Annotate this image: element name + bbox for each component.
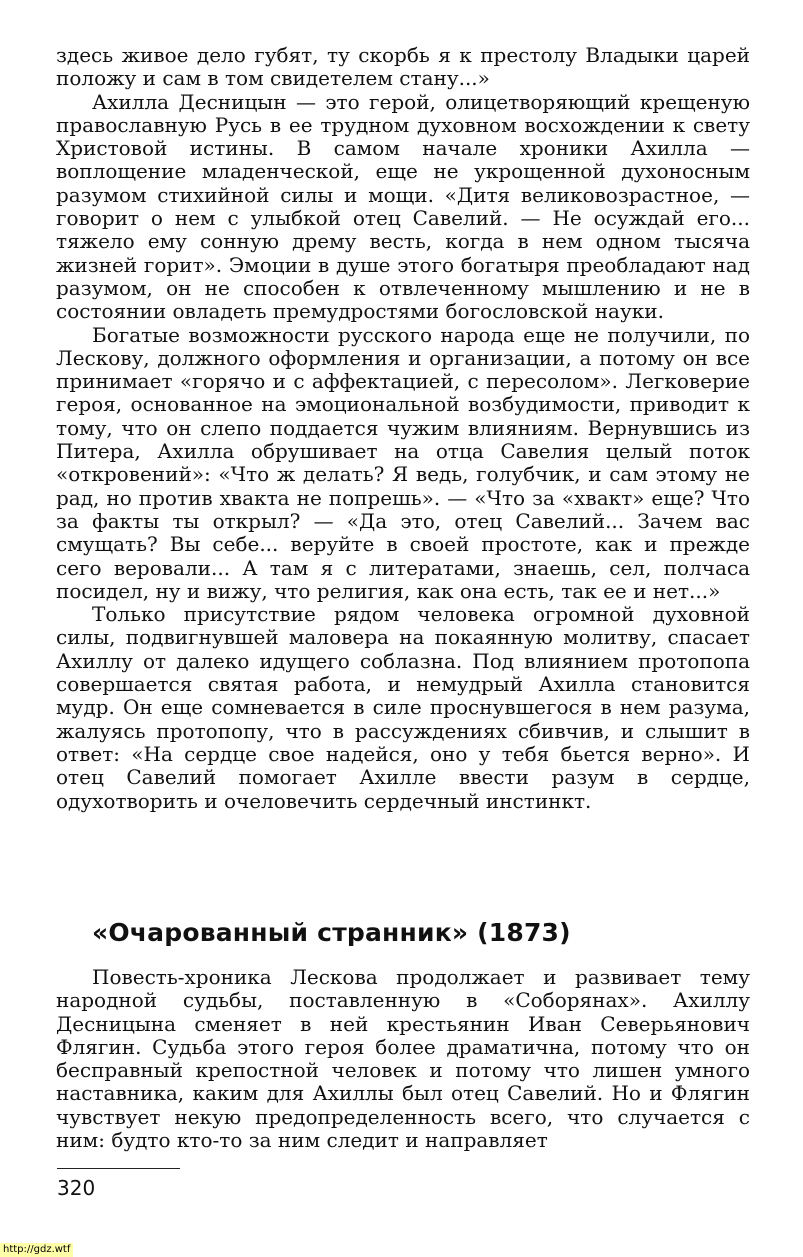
paragraph-spiritual-force: Только присутствие рядом человека огромной духовной силы, подвигнувшей маловера на покаянную молитву, спасает Ахиллу от далеко идущего соблазна. Под влиянием протопопа совершается святая работа, и немудрый Ахилла становится мудр. Он еще сомневается в силе проснувшегося в нем разума, жалуясь протопопу, что в рассуждениях сбивчив, и слышит в ответ: «На сердце свое надейся, оно у тебя бьется верно». И отец Савелий помогает Ахилле ввести разум в сердце, одухотворить и очеловечить сердечный инстинкт. [56,602,750,813]
main-text-after-heading [56,966,750,1152]
page-number: 320 [57,1176,96,1200]
footnote-divider [57,1168,180,1169]
paragraph-people-possibilities: Богатые возможности русского народа еще не получили, по Лескову, должного оформления и организации, а потому он все принимает «горячо и с аффектацией, с пересолом». Легковерие героя, основанное на эмоциональной возбудимости, приводит к тому, что он слепо поддается чужим влияниям. Вернувшись из Питера, Ахилла обрушивает на отца Савелия целый поток «откровений»: «Что ж делать? Я ведь, голубчик, и сам этому не рад, но против хвакта не попрешь». — «Что за «хвакт» еще? Что за факты ты открыл? — «Да это, отец Савелий... Зачем вас смущать? Вы себе... веруйте в своей простоте, как и прежде сего веровали... А там я с литератами, знаешь, сел, полчаса посидел, ну и вижу, что религия, как она есть, так ее и нет...» [56,322,750,603]
paragraph-continuation: здесь живое дело губят, ту скорбь я к престолу Владыки царей положу и сам в том свидетелем стану...» [56,43,750,91]
watermark-link[interactable]: http://gdz.wtf [0,1243,73,1257]
main-text-before-heading [56,44,750,813]
paragraph-novella-chronicle: Повесть-хроника Лескова продолжает и развивает тему народной судьбы, поставленную в «Соборянах». Ахиллу Десницына сменяет в ней крестьянин Иван Северьянович Флягин. Судьба этого героя более драматична, потому что он бесправный крепостной человек и потому что лишен умного наставника, каким для Ахиллы был отец Савелий. Но и Флягин чувствует некую предопределенность всего, что случается с ним: будто кто-то за ним следит и направляет [56,965,750,1153]
paragraph-achilla-hero: Ахилла Десницын — это герой, олицетворяющий крещеную православную Русь в ее трудном духовном восхождении к свету Христовой истины. В самом начале хроники Ахилла — воплощение младенческой, еще не укрощенной духоносным разумом стихийной силы и мощи. «Дитя великовозрастное, — говорит о нем с улыбкой отец Савелий. — Не осуждай его... тяжело ему сонную дрему весть, когда в нем одном тысяча жизней горит». Эмоции в душе этого богатыря преобладают над разумом, он не способен к отвлеченному мышлению и не в состоянии овладеть премудростями богословской науки. [56,89,750,324]
section-heading: «Очарованный странник» (1873) [92,918,571,947]
